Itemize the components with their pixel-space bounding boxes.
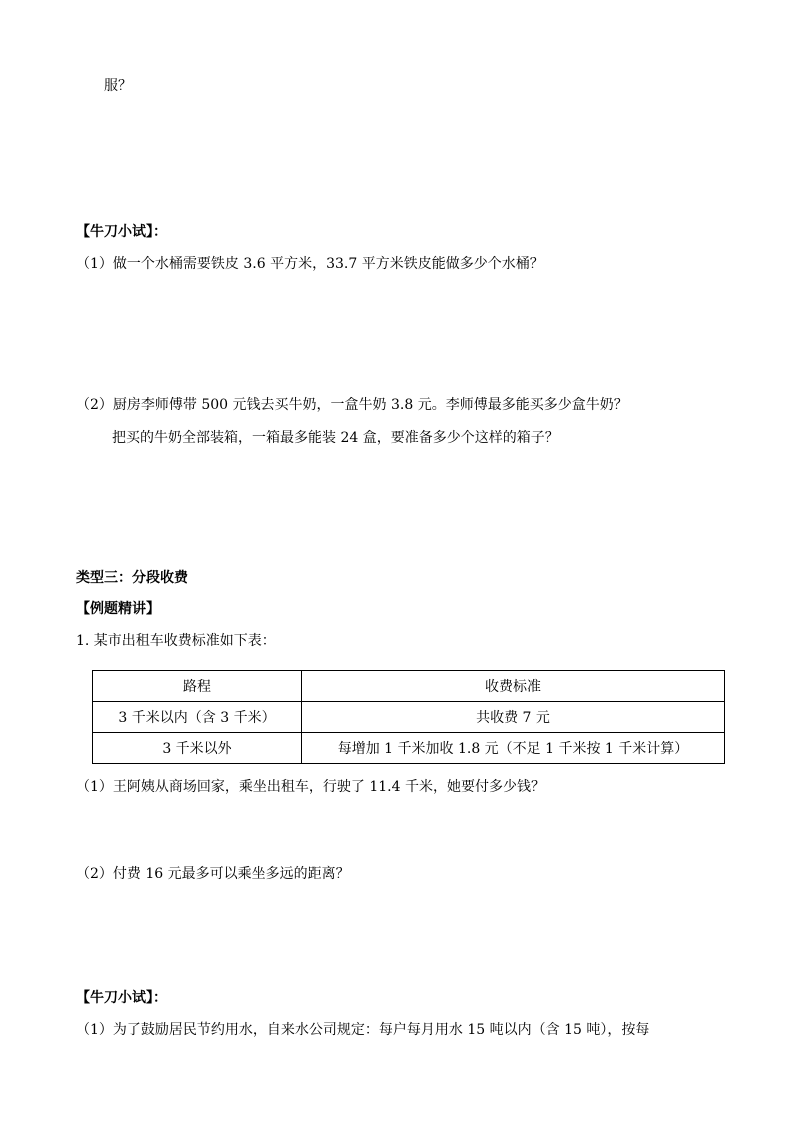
- section2-question-1: （1）为了鼓励居民节约用水，自来水公司规定：每户每月用水 15 吨以内（含 15 吨），按每: [76, 1022, 650, 1038]
- taxi-question-2: （2）付费 16 元最多可以乘坐多远的距离？: [76, 866, 350, 882]
- table-header-row: [93, 671, 725, 702]
- taxi-question-1: （1）王阿姨从商场回家，乘坐出租车，行驶了 11.4 千米，她要付多少钱？: [76, 779, 545, 795]
- example-heading: 【例题精讲】: [76, 601, 160, 617]
- section1-question-1: （1）做一个水桶需要铁皮 3.6 平方米，33.7 平方米铁皮能做多少个水桶？: [76, 256, 544, 272]
- table-row: [93, 702, 725, 733]
- top-fragment: 服？: [104, 78, 132, 94]
- table-row: [93, 733, 725, 764]
- table-header-distance: 路程: [93, 671, 302, 702]
- table-cell: 每增加 1 千米加收 1.8 元（不足 1 千米按 1 千米计算）: [302, 733, 725, 764]
- section2-heading: 【牛刀小试】：: [76, 990, 167, 1006]
- section1-heading: 【牛刀小试】：: [76, 224, 167, 240]
- section1-question-2-line-2: 把买的牛奶全部装箱，一箱最多能装 24 盒，要准备多少个这样的箱子？: [112, 430, 559, 446]
- table-cell: 3 千米以外: [93, 733, 302, 764]
- table-header-fee: 收费标准: [302, 671, 725, 702]
- table-cell: 3 千米以内（含 3 千米）: [93, 702, 302, 733]
- taxi-intro: 1. 某市出租车收费标准如下表：: [76, 633, 276, 649]
- section1-question-2-line-1: （2）厨房李师傅带 500 元钱去买牛奶，一盒牛奶 3.8 元。李师傅最多能买多少盒牛奶？: [76, 397, 628, 413]
- taxi-fee-table: [92, 670, 725, 764]
- table-cell: 共收费 7 元: [302, 702, 725, 733]
- type3-title: 类型三：分段收费: [76, 570, 188, 586]
